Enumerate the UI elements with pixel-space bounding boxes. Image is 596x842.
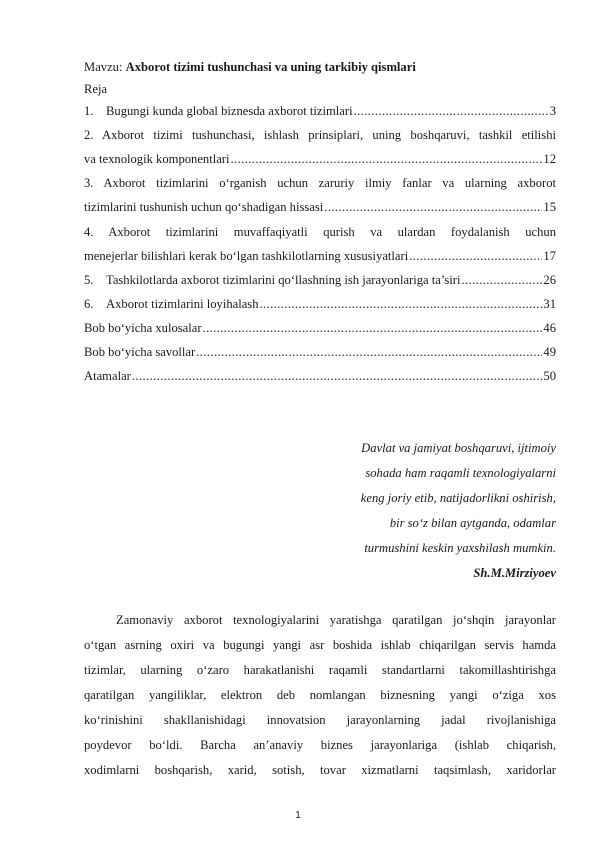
toc-item-text: tizimlarini tushunish uchun qo‘shadigan hissasi	[84, 200, 324, 214]
toc-leader-dots	[203, 320, 543, 336]
toc-item-4-line-2[interactable]	[84, 248, 556, 264]
toc-item-conclusions[interactable]	[84, 320, 556, 336]
toc-leader-dots	[324, 199, 542, 215]
body-line: tizimlar, ularning o‘zaro harakatlanishi raqamli standartlarni takomillashtirishga	[84, 663, 556, 677]
toc-item-text: Axborot tizimlarini loyihalash	[106, 297, 259, 311]
toc-item-page: 17	[543, 249, 556, 263]
epigraph-line: turmushini keskin yaxshilash mumkin.	[364, 541, 556, 555]
toc-item-number: 1.	[84, 104, 94, 118]
topic-title: Axborot tizimi tushunchasi va uning tarkibiy qismlari	[125, 60, 416, 74]
toc-item-3-line-2[interactable]	[84, 199, 556, 215]
toc-item-page: 50	[543, 369, 556, 383]
epigraph-line: bir so‘z bilan aytganda, odamlar	[389, 516, 556, 530]
toc-item-page: 15	[543, 200, 556, 214]
body-line: xodimlarni boshqarish, xarid, sotish, tovar xizmatlarni taqsimlash, xaridorlar	[84, 763, 556, 777]
toc-item-questions[interactable]	[84, 344, 556, 360]
toc-item-text: Bob bo‘yicha savollar	[84, 345, 196, 359]
toc-item-text: menejerlar bilishlari kerak bo‘lgan tashkilotlarning xususiyatlari	[84, 249, 409, 263]
plan-heading: Reja	[84, 82, 108, 96]
toc-item-4-line-1[interactable]: 4. Axborot tizimlarini muvaffaqiyatli qurish va ulardan foydalanish uchun	[84, 225, 556, 239]
toc-item-page: 31	[543, 297, 556, 311]
toc-item-2-line-1[interactable]: 2. Axborot tizimi tushunchasi, ishlash prinsiplari, uning boshqaruvi, tashkil etilishi	[84, 128, 556, 142]
toc-item-page: 26	[543, 273, 556, 287]
topic-label: Mavzu:	[84, 60, 123, 74]
topic-line	[84, 59, 556, 75]
toc-item-text: Tashkilotlarda axborot tizimlarini qo‘llashning ish jarayonlariga ta’siri	[106, 273, 461, 287]
epigraph-line: keng joriy etib, natijadorlikni oshirish,	[360, 491, 556, 505]
epigraph-line: Davlat va jamiyat boshqaruvi, ijtimoiy	[361, 441, 556, 455]
toc-item-number: 6.	[84, 297, 94, 311]
toc-leader-dots	[231, 151, 543, 167]
epigraph-author: Sh.M.Mirziyoev	[473, 566, 556, 580]
toc-item-terms[interactable]	[84, 368, 556, 384]
toc-item-2-line-2[interactable]	[84, 151, 556, 167]
toc-leader-dots	[409, 248, 542, 264]
toc-leader-dots	[132, 368, 543, 384]
toc-item-page: 49	[543, 345, 556, 359]
toc-leader-dots	[354, 103, 549, 119]
toc-item-text: Bugungi kunda global biznesda axborot tizimlari	[106, 104, 353, 118]
toc-item-page: 3	[549, 104, 556, 118]
body-line: Zamonaviy axborot texnologiyalarini yaratishga qaratilgan jo‘shqin jarayonlar	[116, 613, 556, 627]
toc-item-text: va texnologik komponentlari	[84, 152, 230, 166]
toc-item-5[interactable]	[84, 272, 556, 288]
toc-leader-dots	[260, 296, 543, 312]
body-line: poydevor bo‘ldi. Barcha an’anaviy biznes jarayonlariga (ishlab chiqarish,	[84, 738, 556, 752]
epigraph-line: sohada ham raqamli texnologiyalarni	[365, 466, 556, 480]
toc-item-page: 46	[543, 321, 556, 335]
toc-leader-dots	[196, 344, 542, 360]
toc-item-text: Atamalar	[84, 369, 131, 383]
page-number: 1	[295, 810, 301, 821]
body-line: ko‘rinishini shakllanishidagi innovatsion jarayonlarning jadal rivojlanishiga	[84, 713, 556, 727]
toc-item-3-line-1[interactable]: 3. Axborot tizimlarini o‘rganish uchun zaruriy ilmiy fanlar va ularning axborot	[84, 176, 556, 190]
toc-item-1[interactable]	[84, 103, 556, 119]
toc-item-number: 5.	[84, 273, 94, 287]
body-line: o‘tgan asrning oxiri va bugungi yangi asr boshida ishlab chiqarilgan servis hamda	[84, 638, 556, 652]
body-line: qaratilgan yangiliklar, elektron deb nomlangan biznesning yangi o‘ziga xos	[84, 688, 556, 702]
toc-item-6[interactable]	[84, 296, 556, 312]
toc-item-page: 12	[543, 152, 556, 166]
toc-leader-dots	[461, 272, 542, 288]
toc-item-text: Bob bo‘yicha xulosalar	[84, 321, 202, 335]
